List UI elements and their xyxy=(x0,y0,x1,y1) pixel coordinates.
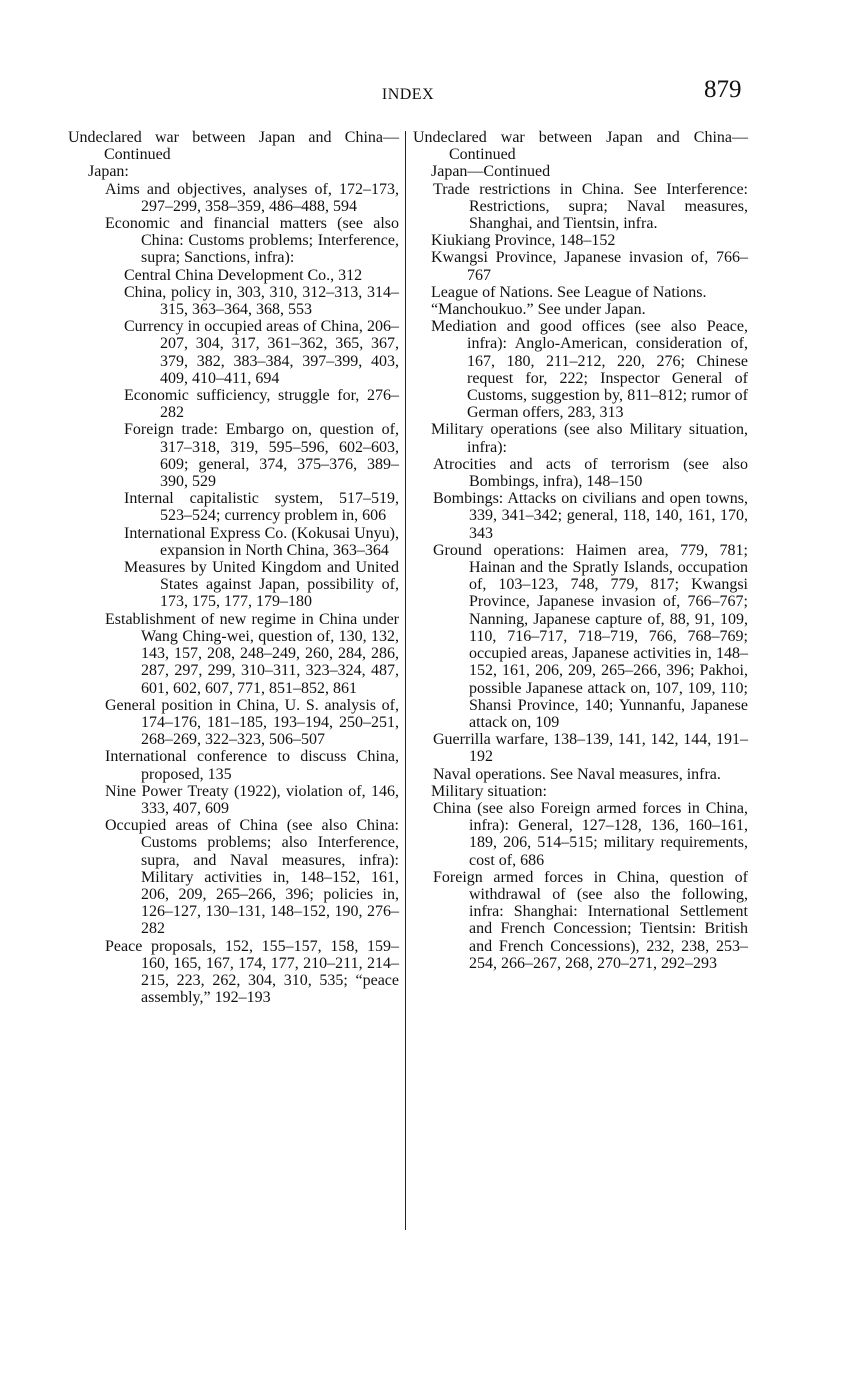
index-entry: Undeclared war between Japan and China—Continued xyxy=(413,129,748,164)
column-divider xyxy=(405,131,406,1230)
index-entry: Peace proposals, 152, 155–157, 158, 159–160, 165, 167, 174, 177, 210–211, 214–215, 223, 262, 304, 310, 535; “peace assembly,” 192–193 xyxy=(105,937,399,1007)
index-column-right xyxy=(413,129,748,972)
index-entry: Ground operations: Haimen area, 779, 781; Hainan and the Spratly Islands, occupation of, 103–123, 748, 779, 817; Kwangsi Province, Japanese invasion of, 766–767; Nanning, Japanese capture of, 88, 91, 109, 110, 716–717, 718–719, 766, 768–769; occupied areas, Japanese activities in, 148–152, 161, 206, 209, 265–266, 396; Pakhoi, possible Japanese attack on, 107, 109, 110; Shansi Province, 140; Yunnanfu, Japanese attack on, 109 xyxy=(433,541,748,731)
index-entry: Naval operations. See Naval measures, infra. xyxy=(433,765,721,783)
index-entry: Economic sufficiency, struggle for, 276–282 xyxy=(124,387,399,422)
index-entry: Central China Development Co., 312 xyxy=(124,266,363,284)
index-entry: Currency in occupied areas of China, 206–207, 304, 317, 361–362, 365, 367, 379, 382, 383–384, 397–399, 403, 409, 410–411, 694 xyxy=(124,318,399,387)
index-entry: Occupied areas of China (see also China: Customs problems; also Interference, supra, and Naval measures, infra): Military activities in, 148–152, 161, 206, 209, 265–266, 396; policies in, 126–127, 130–131, 148–152, 190, 276–282 xyxy=(105,817,399,938)
index-entry: Japan—Continued xyxy=(431,163,551,181)
index-entry: Atrocities and acts of terrorism (see also Bombings, infra), 148–150 xyxy=(433,455,748,491)
index-entry: League of Nations. See League of Nations. xyxy=(431,283,707,301)
index-entry: Establishment of new regime in China under Wang Ching-wei, question of, 130, 132, 143, 157, 208, 248–249, 260, 284, 286, 287, 297, 299, 310–311, 323–324, 487, 601, 602, 607, 771, 851–852, 861 xyxy=(105,610,399,697)
index-entry: Guerrilla warfare, 138–139, 141, 142, 144, 191–192 xyxy=(433,731,748,766)
running-header-title: INDEX xyxy=(381,86,435,103)
index-entry: “Manchoukuo.” See under Japan. xyxy=(431,301,646,319)
index-entry: Bombings: Attacks on civilians and open towns, 339, 341–342; general, 118, 140, 161, 170, 343 xyxy=(433,490,748,542)
index-entry: China, policy in, 303, 310, 312–313, 314–315, 363–364, 368, 553 xyxy=(124,283,399,319)
index-entry: China (see also Foreign armed forces in China, infra): General, 127–128, 136, 160–161, 189, 206, 514–515; military requirements, cost of, 686 xyxy=(433,799,748,869)
index-entry: Trade restrictions in China. See Interference: Restrictions, supra; Naval measures, Shanghai, and Tientsin, infra. xyxy=(433,180,748,233)
index-entry: Aims and objectives, analyses of, 172–173, 297–299, 358–359, 486–488, 594 xyxy=(105,180,399,215)
index-entry: Internal capitalistic system, 517–519, 523–524; currency problem in, 606 xyxy=(124,490,399,525)
index-entry: Foreign armed forces in China, question of withdrawal of (see also the following, infra: Shanghai: International Settlement and French Concession; Tientsin: British and French Concessions), 232, 238, 253–254, 266–267, 268, 270–271, 292–293 xyxy=(433,868,748,972)
index-entry: Nine Power Treaty (1922), violation of, 146, 333, 407, 609 xyxy=(105,782,399,817)
index-entry: Kiukiang Province, 148–152 xyxy=(431,232,616,250)
index-entry: Kwangsi Province, Japanese invasion of, 766–767 xyxy=(431,249,748,284)
index-entry: Undeclared war between Japan and China—Continued xyxy=(68,129,399,164)
index-entry: Mediation and good offices (see also Peace, infra): Anglo-American, consideration of, 167, 180, 211–212, 220, 276; Chinese request for, 222; Inspector General of Customs, suggestion by, 811–812; rumor of German offers, 283, 313 xyxy=(431,318,748,422)
index-entry: International Express Co. (Kokusai Unyu), expansion in North China, 363–364 xyxy=(124,524,399,559)
index-entry: Foreign trade: Embargo on, question of, 317–318, 319, 595–596, 602–603, 609; general, 374, 375–376, 389–390, 529 xyxy=(124,421,399,491)
index-entry: Measures by United Kingdom and United States against Japan, possibility of, 173, 175, 177, 179–180 xyxy=(124,559,399,611)
index-entry: International conference to discuss China, proposed, 135 xyxy=(105,748,399,783)
index-entry: General position in China, U. S. analysis of, 174–176, 181–185, 193–194, 250–251, 268–269, 322–323, 506–507 xyxy=(105,696,399,749)
index-entry: Economic and financial matters (see also China: Customs problems; Interference, supra; Sanctions, infra): xyxy=(105,215,399,267)
index-column-left xyxy=(68,129,399,1006)
index-entry: Military situation: xyxy=(431,782,547,800)
page-number: 879 xyxy=(704,76,742,103)
index-entry: Japan: xyxy=(88,163,129,181)
index-entry: Military operations (see also Military situation, infra): xyxy=(431,421,748,456)
